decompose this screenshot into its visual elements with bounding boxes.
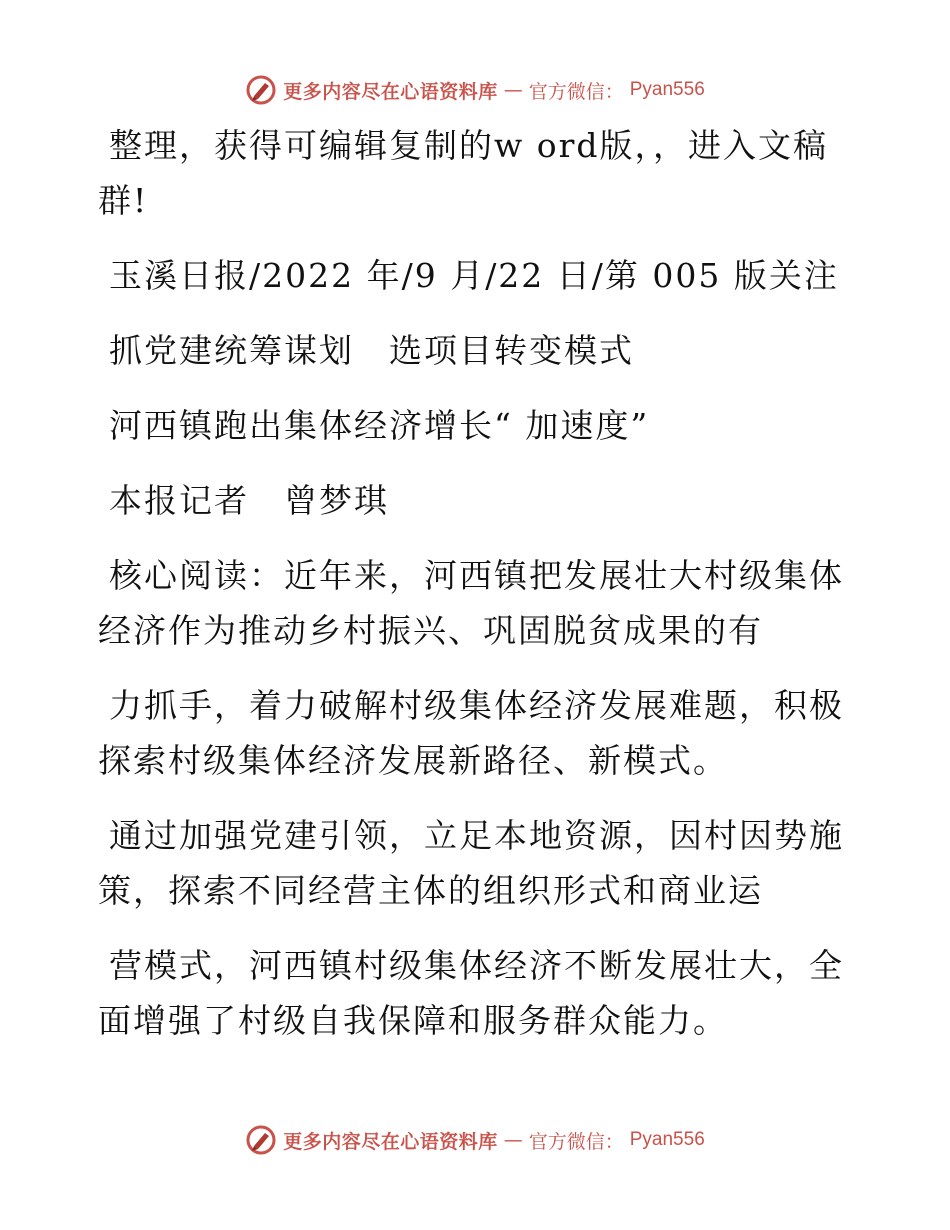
watermark-wechat-label: 官方微信： — [528, 80, 624, 103]
paragraph — [98, 678, 858, 788]
paragraph-dateline — [98, 248, 858, 303]
text-line: 通过加强党建引领，立足本地资源，因村因势施 — [109, 816, 844, 855]
text-line: 核心阅读：近年来，河西镇把发展壮大村级集体 — [109, 556, 844, 595]
text-line: 经济作为推动乡村振兴、巩固脱贫成果的有 — [98, 611, 763, 650]
watermark-wechat-id: Pyan556 — [629, 79, 705, 100]
paragraph — [98, 548, 858, 658]
text-line: 力抓手，着力破解村级集体经济发展难题，积极 — [109, 686, 844, 725]
watermark-text: 更多内容尽在心语资料库 — [283, 1130, 498, 1153]
dateline: 玉溪日报/2022 年/9 月/22 日/第 005 版关注 — [109, 256, 839, 295]
paragraph-byline — [98, 473, 858, 528]
footer-watermark — [0, 1120, 950, 1160]
paragraph-title — [98, 398, 858, 453]
paragraph — [98, 118, 858, 228]
document-body — [98, 118, 858, 1048]
headline-title: 河西镇跑出集体经济增长“ 加速度” — [109, 406, 650, 445]
watermark-wechat-id: Pyan556 — [629, 1129, 705, 1150]
paragraph-headline — [98, 323, 858, 378]
watermark-text: 更多内容尽在心语资料库 — [283, 80, 498, 103]
watermark-separator: — — [503, 1129, 523, 1151]
paragraph — [98, 938, 858, 1048]
text-line: 探索村级集体经济发展新路径、新模式。 — [98, 741, 728, 780]
paragraph — [98, 808, 858, 918]
pen-logo-icon — [245, 1124, 277, 1156]
header-watermark — [0, 70, 950, 110]
text-line: 面增强了村级自我保障和服务群众能力。 — [98, 1001, 728, 1040]
text-line: 营模式，河西镇村级集体经济不断发展壮大，全 — [109, 946, 844, 985]
text-line: 策，探索不同经营主体的组织形式和商业运 — [98, 871, 763, 910]
pen-logo-icon — [245, 74, 277, 106]
watermark-wechat-label: 官方微信： — [528, 1130, 624, 1153]
byline: 本报记者 曾梦琪 — [109, 481, 389, 520]
text-line: 整理，获得可编辑复制的w ord版，，进入文稿 — [109, 126, 829, 165]
text-line: 群! — [98, 181, 149, 220]
watermark-separator: — — [503, 79, 523, 101]
headline-kicker: 抓党建统筹谋划 选项目转变模式 — [109, 331, 634, 370]
